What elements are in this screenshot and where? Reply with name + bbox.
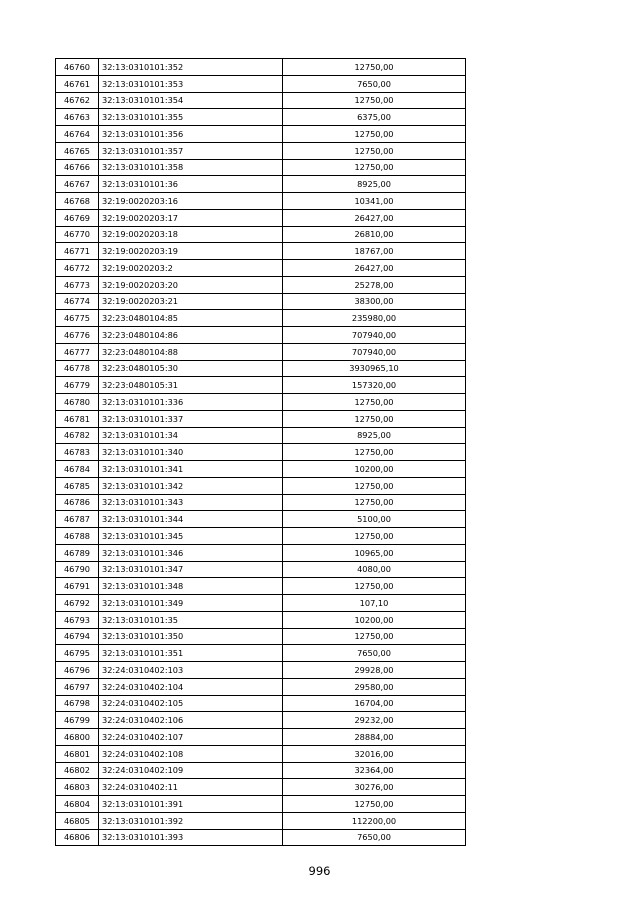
table-row [56, 427, 466, 444]
row-number-cell: 46805 [56, 812, 99, 829]
cadastral-number-cell: 32:19:0020203:2 [99, 260, 283, 277]
value-cell: 18767,00 [283, 243, 466, 260]
value-cell: 8925,00 [283, 427, 466, 444]
value-cell: 30276,00 [283, 779, 466, 796]
cadastral-number-cell: 32:13:0310101:342 [99, 477, 283, 494]
cadastral-number-cell: 32:13:0310101:337 [99, 410, 283, 427]
row-number-cell: 46800 [56, 729, 99, 746]
row-number-cell: 46766 [56, 159, 99, 176]
table-row [56, 226, 466, 243]
cadastral-number-cell: 32:13:0310101:340 [99, 444, 283, 461]
cadastral-number-cell: 32:13:0310101:354 [99, 92, 283, 109]
table-row [56, 812, 466, 829]
table-row [56, 611, 466, 628]
cadastral-number-cell: 32:13:0310101:346 [99, 544, 283, 561]
cadastral-number-cell: 32:23:0480105:30 [99, 360, 283, 377]
value-cell: 12750,00 [283, 578, 466, 595]
cadastral-number-cell: 32:13:0310101:393 [99, 829, 283, 846]
value-cell: 12750,00 [283, 92, 466, 109]
row-number-cell: 46799 [56, 712, 99, 729]
cadastral-number-cell: 32:13:0310101:36 [99, 176, 283, 193]
cadastral-number-cell: 32:19:0020203:21 [99, 293, 283, 310]
value-cell: 7650,00 [283, 75, 466, 92]
value-cell: 26427,00 [283, 209, 466, 226]
row-number-cell: 46778 [56, 360, 99, 377]
value-cell: 12750,00 [283, 477, 466, 494]
row-number-cell: 46803 [56, 779, 99, 796]
value-cell: 5100,00 [283, 511, 466, 528]
row-number-cell: 46779 [56, 377, 99, 394]
table-row [56, 209, 466, 226]
cadastral-number-cell: 32:13:0310101:357 [99, 142, 283, 159]
row-number-cell: 46795 [56, 645, 99, 662]
table-row [56, 75, 466, 92]
cadastral-number-cell: 32:13:0310101:392 [99, 812, 283, 829]
table-row [56, 394, 466, 411]
value-cell: 29232,00 [283, 712, 466, 729]
table-row [56, 59, 466, 76]
table-row [56, 477, 466, 494]
value-cell: 12750,00 [283, 628, 466, 645]
cadastral-number-cell: 32:13:0310101:356 [99, 126, 283, 143]
page-number: 996 [308, 864, 331, 878]
table-row [56, 662, 466, 679]
value-cell: 8925,00 [283, 176, 466, 193]
table-row [56, 327, 466, 344]
value-cell: 16704,00 [283, 695, 466, 712]
row-number-cell: 46789 [56, 544, 99, 561]
cadastral-number-cell: 32:13:0310101:336 [99, 394, 283, 411]
cadastral-number-cell: 32:24:0310402:105 [99, 695, 283, 712]
row-number-cell: 46787 [56, 511, 99, 528]
table-row [56, 193, 466, 210]
value-cell: 7650,00 [283, 829, 466, 846]
value-cell: 12750,00 [283, 444, 466, 461]
row-number-cell: 46776 [56, 327, 99, 344]
table-row [56, 745, 466, 762]
cadastral-number-cell: 32:13:0310101:34 [99, 427, 283, 444]
table-row [56, 293, 466, 310]
value-cell: 12750,00 [283, 142, 466, 159]
table-row [56, 779, 466, 796]
value-cell: 12750,00 [283, 410, 466, 427]
table-row [56, 276, 466, 293]
row-number-cell: 46763 [56, 109, 99, 126]
row-number-cell: 46797 [56, 678, 99, 695]
cadastral-number-cell: 32:24:0310402:103 [99, 662, 283, 679]
row-number-cell: 46761 [56, 75, 99, 92]
row-number-cell: 46802 [56, 762, 99, 779]
row-number-cell: 46770 [56, 226, 99, 243]
cadastral-number-cell: 32:24:0310402:106 [99, 712, 283, 729]
table-row [56, 109, 466, 126]
table-row [56, 729, 466, 746]
value-cell: 12750,00 [283, 126, 466, 143]
cadastral-number-cell: 32:13:0310101:353 [99, 75, 283, 92]
table-row [56, 360, 466, 377]
table-row [56, 410, 466, 427]
table-row [56, 243, 466, 260]
value-cell: 707940,00 [283, 327, 466, 344]
value-cell: 32364,00 [283, 762, 466, 779]
table-row [56, 796, 466, 813]
cadastral-number-cell: 32:24:0310402:108 [99, 745, 283, 762]
cadastral-number-cell: 32:13:0310101:355 [99, 109, 283, 126]
row-number-cell: 46775 [56, 310, 99, 327]
value-cell: 12750,00 [283, 59, 466, 76]
row-number-cell: 46764 [56, 126, 99, 143]
value-cell: 25278,00 [283, 276, 466, 293]
cadastral-number-cell: 32:13:0310101:349 [99, 595, 283, 612]
row-number-cell: 46804 [56, 796, 99, 813]
table-row [56, 461, 466, 478]
value-cell: 12750,00 [283, 159, 466, 176]
row-number-cell: 46794 [56, 628, 99, 645]
value-cell: 26427,00 [283, 260, 466, 277]
value-cell: 12750,00 [283, 494, 466, 511]
table-row [56, 511, 466, 528]
cadastral-number-cell: 32:13:0310101:358 [99, 159, 283, 176]
cadastral-number-cell: 32:24:0310402:11 [99, 779, 283, 796]
table-row [56, 310, 466, 327]
table-row [56, 712, 466, 729]
cadastral-number-cell: 32:13:0310101:347 [99, 561, 283, 578]
value-cell: 12750,00 [283, 394, 466, 411]
value-cell: 12750,00 [283, 528, 466, 545]
row-number-cell: 46767 [56, 176, 99, 193]
cadastral-number-cell: 32:23:0480104:85 [99, 310, 283, 327]
value-cell: 6375,00 [283, 109, 466, 126]
cadastral-number-cell: 32:13:0310101:351 [99, 645, 283, 662]
table-row [56, 343, 466, 360]
cadastral-number-cell: 32:19:0020203:19 [99, 243, 283, 260]
row-number-cell: 46801 [56, 745, 99, 762]
row-number-cell: 46771 [56, 243, 99, 260]
row-number-cell: 46782 [56, 427, 99, 444]
table-row [56, 444, 466, 461]
cadastral-number-cell: 32:13:0310101:341 [99, 461, 283, 478]
row-number-cell: 46769 [56, 209, 99, 226]
cadastral-number-cell: 32:13:0310101:352 [99, 59, 283, 76]
row-number-cell: 46786 [56, 494, 99, 511]
row-number-cell: 46781 [56, 410, 99, 427]
row-number-cell: 46796 [56, 662, 99, 679]
table-row [56, 829, 466, 846]
cadastral-number-cell: 32:24:0310402:107 [99, 729, 283, 746]
value-cell: 12750,00 [283, 796, 466, 813]
cadastral-number-cell: 32:19:0020203:18 [99, 226, 283, 243]
row-number-cell: 46793 [56, 611, 99, 628]
value-cell: 32016,00 [283, 745, 466, 762]
table-row [56, 142, 466, 159]
cadastral-number-cell: 32:13:0310101:35 [99, 611, 283, 628]
table-row [56, 494, 466, 511]
cadastral-number-cell: 32:24:0310402:104 [99, 678, 283, 695]
cadastral-number-cell: 32:19:0020203:17 [99, 209, 283, 226]
value-cell: 112200,00 [283, 812, 466, 829]
cadastral-number-cell: 32:13:0310101:348 [99, 578, 283, 595]
table-row [56, 678, 466, 695]
row-number-cell: 46785 [56, 477, 99, 494]
value-cell: 10200,00 [283, 611, 466, 628]
table-row [56, 92, 466, 109]
value-cell: 10200,00 [283, 461, 466, 478]
table-row [56, 528, 466, 545]
value-cell: 4080,00 [283, 561, 466, 578]
cadastral-number-cell: 32:23:0480105:31 [99, 377, 283, 394]
value-cell: 157320,00 [283, 377, 466, 394]
table-row [56, 762, 466, 779]
table-row [56, 695, 466, 712]
row-number-cell: 46784 [56, 461, 99, 478]
table-row [56, 377, 466, 394]
table-row [56, 561, 466, 578]
value-cell: 7650,00 [283, 645, 466, 662]
table-row [56, 595, 466, 612]
cadastral-number-cell: 32:23:0480104:88 [99, 343, 283, 360]
table-row [56, 578, 466, 595]
table-body [56, 59, 466, 846]
value-cell: 28884,00 [283, 729, 466, 746]
value-cell: 10965,00 [283, 544, 466, 561]
row-number-cell: 46790 [56, 561, 99, 578]
cadastral-number-cell: 32:24:0310402:109 [99, 762, 283, 779]
row-number-cell: 46791 [56, 578, 99, 595]
row-number-cell: 46772 [56, 260, 99, 277]
cadastral-number-cell: 32:19:0020203:20 [99, 276, 283, 293]
row-number-cell: 46806 [56, 829, 99, 846]
row-number-cell: 46768 [56, 193, 99, 210]
row-number-cell: 46783 [56, 444, 99, 461]
row-number-cell: 46760 [56, 59, 99, 76]
row-number-cell: 46792 [56, 595, 99, 612]
table-row [56, 260, 466, 277]
cadastral-number-cell: 32:13:0310101:345 [99, 528, 283, 545]
cadastral-number-cell: 32:13:0310101:391 [99, 796, 283, 813]
cadastral-number-cell: 32:13:0310101:344 [99, 511, 283, 528]
table-row [56, 628, 466, 645]
value-cell: 29580,00 [283, 678, 466, 695]
row-number-cell: 46773 [56, 276, 99, 293]
table-row [56, 159, 466, 176]
value-cell: 3930965,10 [283, 360, 466, 377]
table-row [56, 176, 466, 193]
cadastral-number-cell: 32:13:0310101:343 [99, 494, 283, 511]
value-cell: 29928,00 [283, 662, 466, 679]
value-cell: 707940,00 [283, 343, 466, 360]
cadastral-number-cell: 32:23:0480104:86 [99, 327, 283, 344]
value-cell: 235980,00 [283, 310, 466, 327]
row-number-cell: 46788 [56, 528, 99, 545]
cadastral-value-table [55, 58, 466, 846]
value-cell: 26810,00 [283, 226, 466, 243]
row-number-cell: 46798 [56, 695, 99, 712]
row-number-cell: 46762 [56, 92, 99, 109]
value-cell: 38300,00 [283, 293, 466, 310]
cadastral-number-cell: 32:13:0310101:350 [99, 628, 283, 645]
value-cell: 10341,00 [283, 193, 466, 210]
table-row [56, 645, 466, 662]
row-number-cell: 46774 [56, 293, 99, 310]
cadastral-number-cell: 32:19:0020203:16 [99, 193, 283, 210]
value-cell: 107,10 [283, 595, 466, 612]
row-number-cell: 46780 [56, 394, 99, 411]
table-row [56, 126, 466, 143]
table-row [56, 544, 466, 561]
row-number-cell: 46765 [56, 142, 99, 159]
row-number-cell: 46777 [56, 343, 99, 360]
